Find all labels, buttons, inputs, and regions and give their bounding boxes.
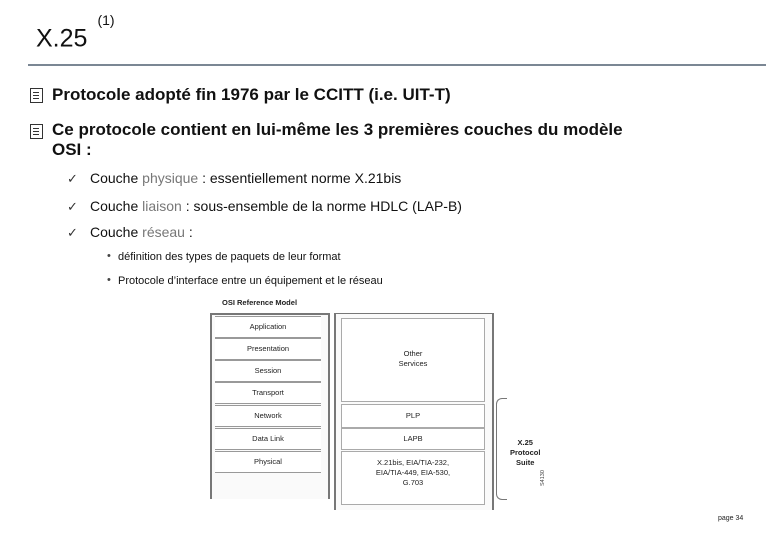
osi-layer-application: Application bbox=[215, 316, 321, 338]
slide-title bbox=[36, 12, 115, 53]
physical-standards-box bbox=[341, 451, 485, 505]
sub-bullet-prefix: Couche bbox=[90, 224, 143, 240]
dot-icon: • bbox=[107, 274, 111, 286]
bullet-three-layers bbox=[52, 120, 623, 160]
plp-box: PLP bbox=[341, 404, 485, 428]
notepad-icon bbox=[30, 88, 43, 103]
bullet-protocol-adopted: Protocole adopté fin 1976 par le CCITT (i.e. UIT-T) bbox=[52, 85, 451, 104]
bullet-three-layers-line1: Ce protocole contient en lui-même les 3 premières couches du modèle bbox=[52, 120, 623, 139]
bullet-three-layers-line2: OSI : bbox=[52, 140, 92, 159]
sub-bullet-suffix: : essentiellement norme X.21bis bbox=[198, 170, 402, 186]
sub-bullet-suffix: : bbox=[184, 224, 193, 240]
other-services-line2: Services bbox=[398, 359, 428, 368]
check-arrow-icon: ✓ bbox=[67, 225, 78, 240]
sub-bullet-prefix: Couche bbox=[90, 170, 143, 186]
sub-bullet-prefix: Couche bbox=[90, 198, 143, 214]
title-divider bbox=[28, 64, 766, 66]
notepad-icon bbox=[30, 124, 43, 139]
physical-standards-line2: EIA/TIA-449, EIA-530, bbox=[375, 468, 451, 477]
dot-icon: • bbox=[107, 250, 111, 262]
osi-layer-network: Network bbox=[215, 405, 321, 427]
sub-bullet-liaison bbox=[90, 198, 462, 214]
title-superscript: (1) bbox=[97, 12, 115, 28]
suite-brace bbox=[496, 398, 507, 500]
sub-bullet-highlight: réseau bbox=[142, 224, 185, 240]
other-services-line1: Other bbox=[403, 349, 423, 358]
x25-suite-label-line3: Suite bbox=[516, 458, 535, 467]
sub-sub-bullet-interface: Protocole d’interface entre un équipement et le réseau bbox=[118, 275, 383, 287]
x25-suite-label-line2: Protocol bbox=[510, 448, 541, 457]
sub-bullet-highlight: physique bbox=[142, 170, 199, 186]
title-main: X.25 bbox=[36, 24, 88, 53]
osi-layer-data-link: Data Link bbox=[215, 428, 321, 450]
physical-standards-line1: X.21bis, EIA/TIA-232, bbox=[376, 458, 450, 467]
sub-bullet-reseau bbox=[90, 224, 193, 240]
osi-layer-session: Session bbox=[215, 360, 321, 382]
osi-layer-physical: Physical bbox=[215, 451, 321, 473]
sub-bullet-physique bbox=[90, 170, 401, 186]
x25-suite-label-line1: X.25 bbox=[517, 438, 533, 447]
physical-standards-line3: G.703 bbox=[402, 478, 424, 487]
check-arrow-icon: ✓ bbox=[67, 199, 78, 214]
other-services-box bbox=[341, 318, 485, 402]
lapb-box: LAPB bbox=[341, 428, 485, 450]
figure-ref-code: S4130 bbox=[540, 470, 546, 486]
x25-suite-label bbox=[510, 438, 540, 468]
osi-layer-presentation: Presentation bbox=[215, 338, 321, 360]
osi-model-title: OSI Reference Model bbox=[222, 298, 298, 307]
check-arrow-icon: ✓ bbox=[67, 171, 78, 186]
osi-layer-transport: Transport bbox=[215, 382, 321, 404]
sub-bullet-suffix: : sous-ensemble de la norme HDLC (LAP-B) bbox=[181, 198, 462, 214]
page-number: page 34 bbox=[718, 515, 744, 522]
sub-bullet-highlight: liaison bbox=[142, 198, 182, 214]
sub-sub-bullet-packet-types: définition des types de paquets de leur format bbox=[118, 251, 341, 263]
